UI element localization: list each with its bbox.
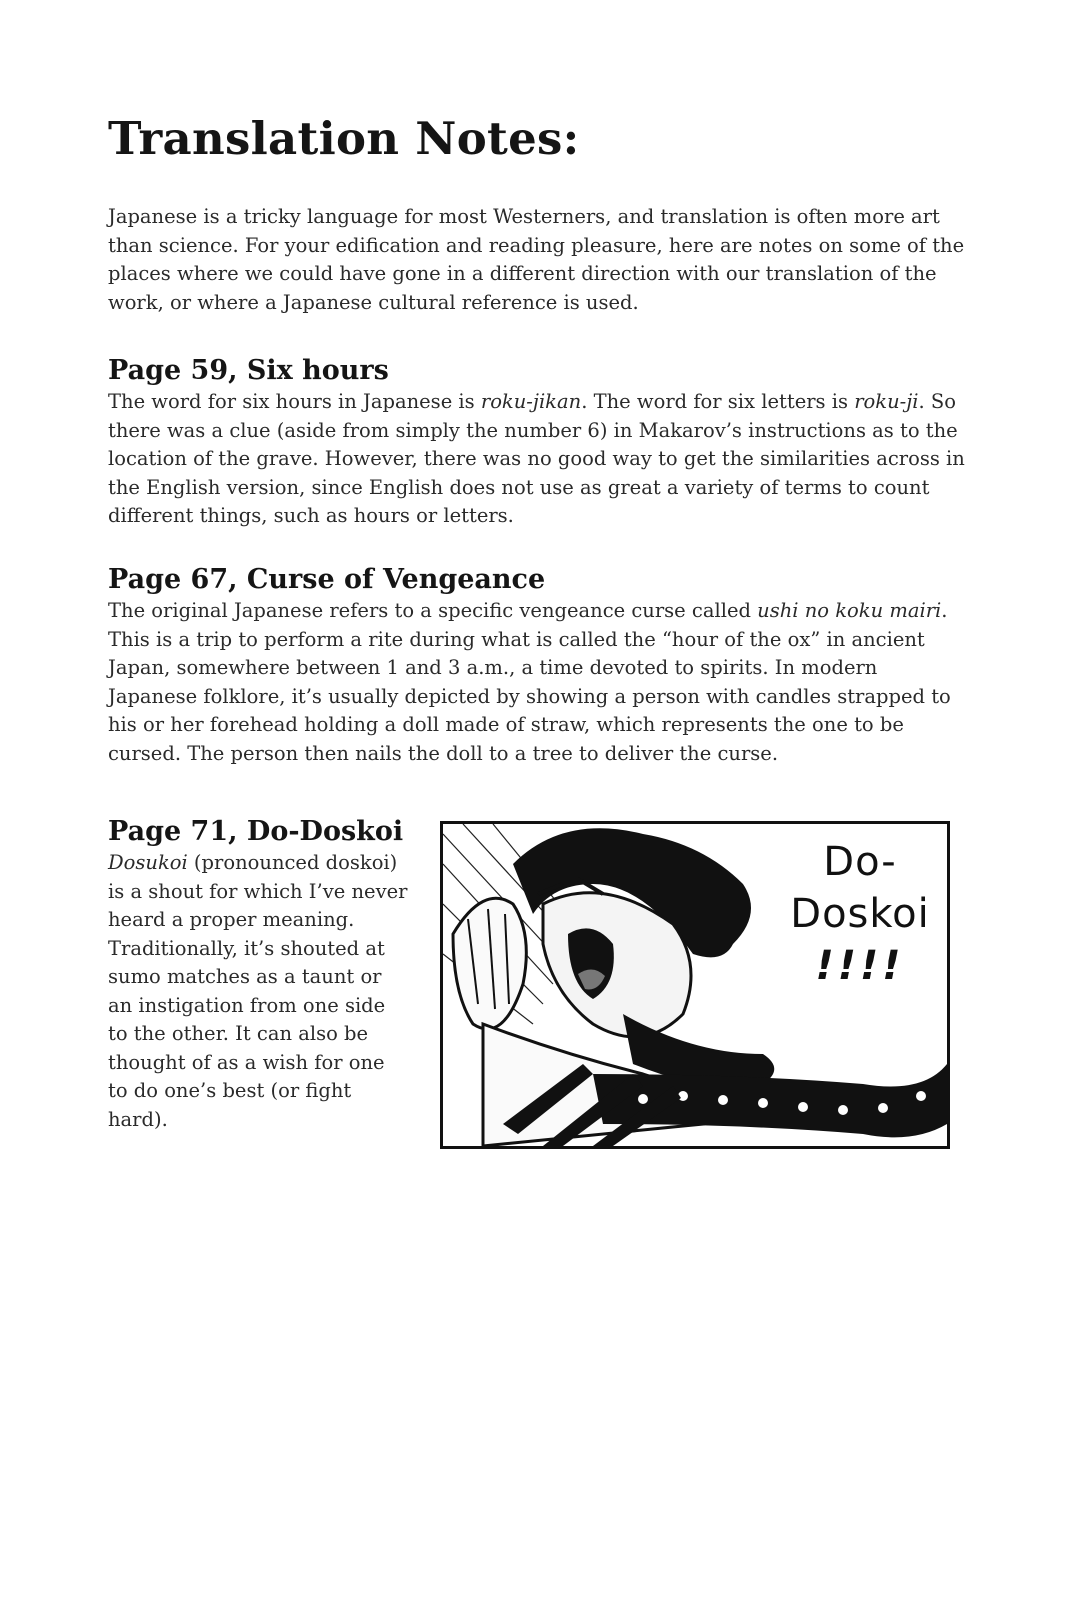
note-heading: Page 67, Curse of Vengeance xyxy=(108,564,546,595)
page-title: Translation Notes: xyxy=(108,112,580,165)
sfx-line: Doskoi xyxy=(790,891,930,937)
sfx-exclamation: !!!! xyxy=(815,943,905,989)
note-heading: Page 59, Six hours xyxy=(108,355,389,386)
note-body: The word for six hours in Japanese is roku-jikan. The word for six letters is roku-ji. So there was a clue (aside from simply the number 6) in Makarov’s instructions as to the location of the grave. However, there was no good way to get the similarities across in the English version, since English does not use as great a variety of terms to count different things, such as hours or letters. xyxy=(108,390,965,527)
note-page-71 xyxy=(108,815,408,1134)
note-body: The original Japanese refers to a specific vengeance curse called ushi no koku mairi. This is a trip to perform a rite during what is called the “hour of the ox” in ancient Japan, somewhere between 1 and 3 a.m., a time devoted to spirits. In modern Japanese folklore, it’s usually depicted by showing a person with candles strapped to his or her forehead holding a doll made of straw, which represents the one to be cursed. The person then nails the doll to a tree to deliver the curse. xyxy=(108,599,951,765)
japanese-term: ushi no koku mairi xyxy=(757,599,942,622)
note-heading: Page 71, Do-Doskoi xyxy=(108,816,404,847)
sfx-line: Do- xyxy=(823,839,897,885)
japanese-term: roku-jikan xyxy=(480,390,582,413)
note-page-67 xyxy=(108,563,968,768)
note-body: Dosukoi (pronounced doskoi) is a shout for which I’ve never heard a proper meaning. Traditionally, it’s shouted at sumo matches as a taunt or an instigation from one side to the other. It can also be thought of as a wish for one to do one’s best (or fight hard). xyxy=(108,851,408,1131)
japanese-term: Dosukoi xyxy=(108,851,188,874)
japanese-term: roku-ji xyxy=(854,390,919,413)
intro-paragraph: Japanese is a tricky language for most Westerners, and translation is often more art than science. For your edification and reading pleasure, here are notes on some of the places where we could have gone in a different direction with our translation of the work, or where a Japanese cultural reference is used. xyxy=(108,205,965,314)
sound-effect-text xyxy=(775,836,945,992)
note-page-59 xyxy=(108,354,968,531)
